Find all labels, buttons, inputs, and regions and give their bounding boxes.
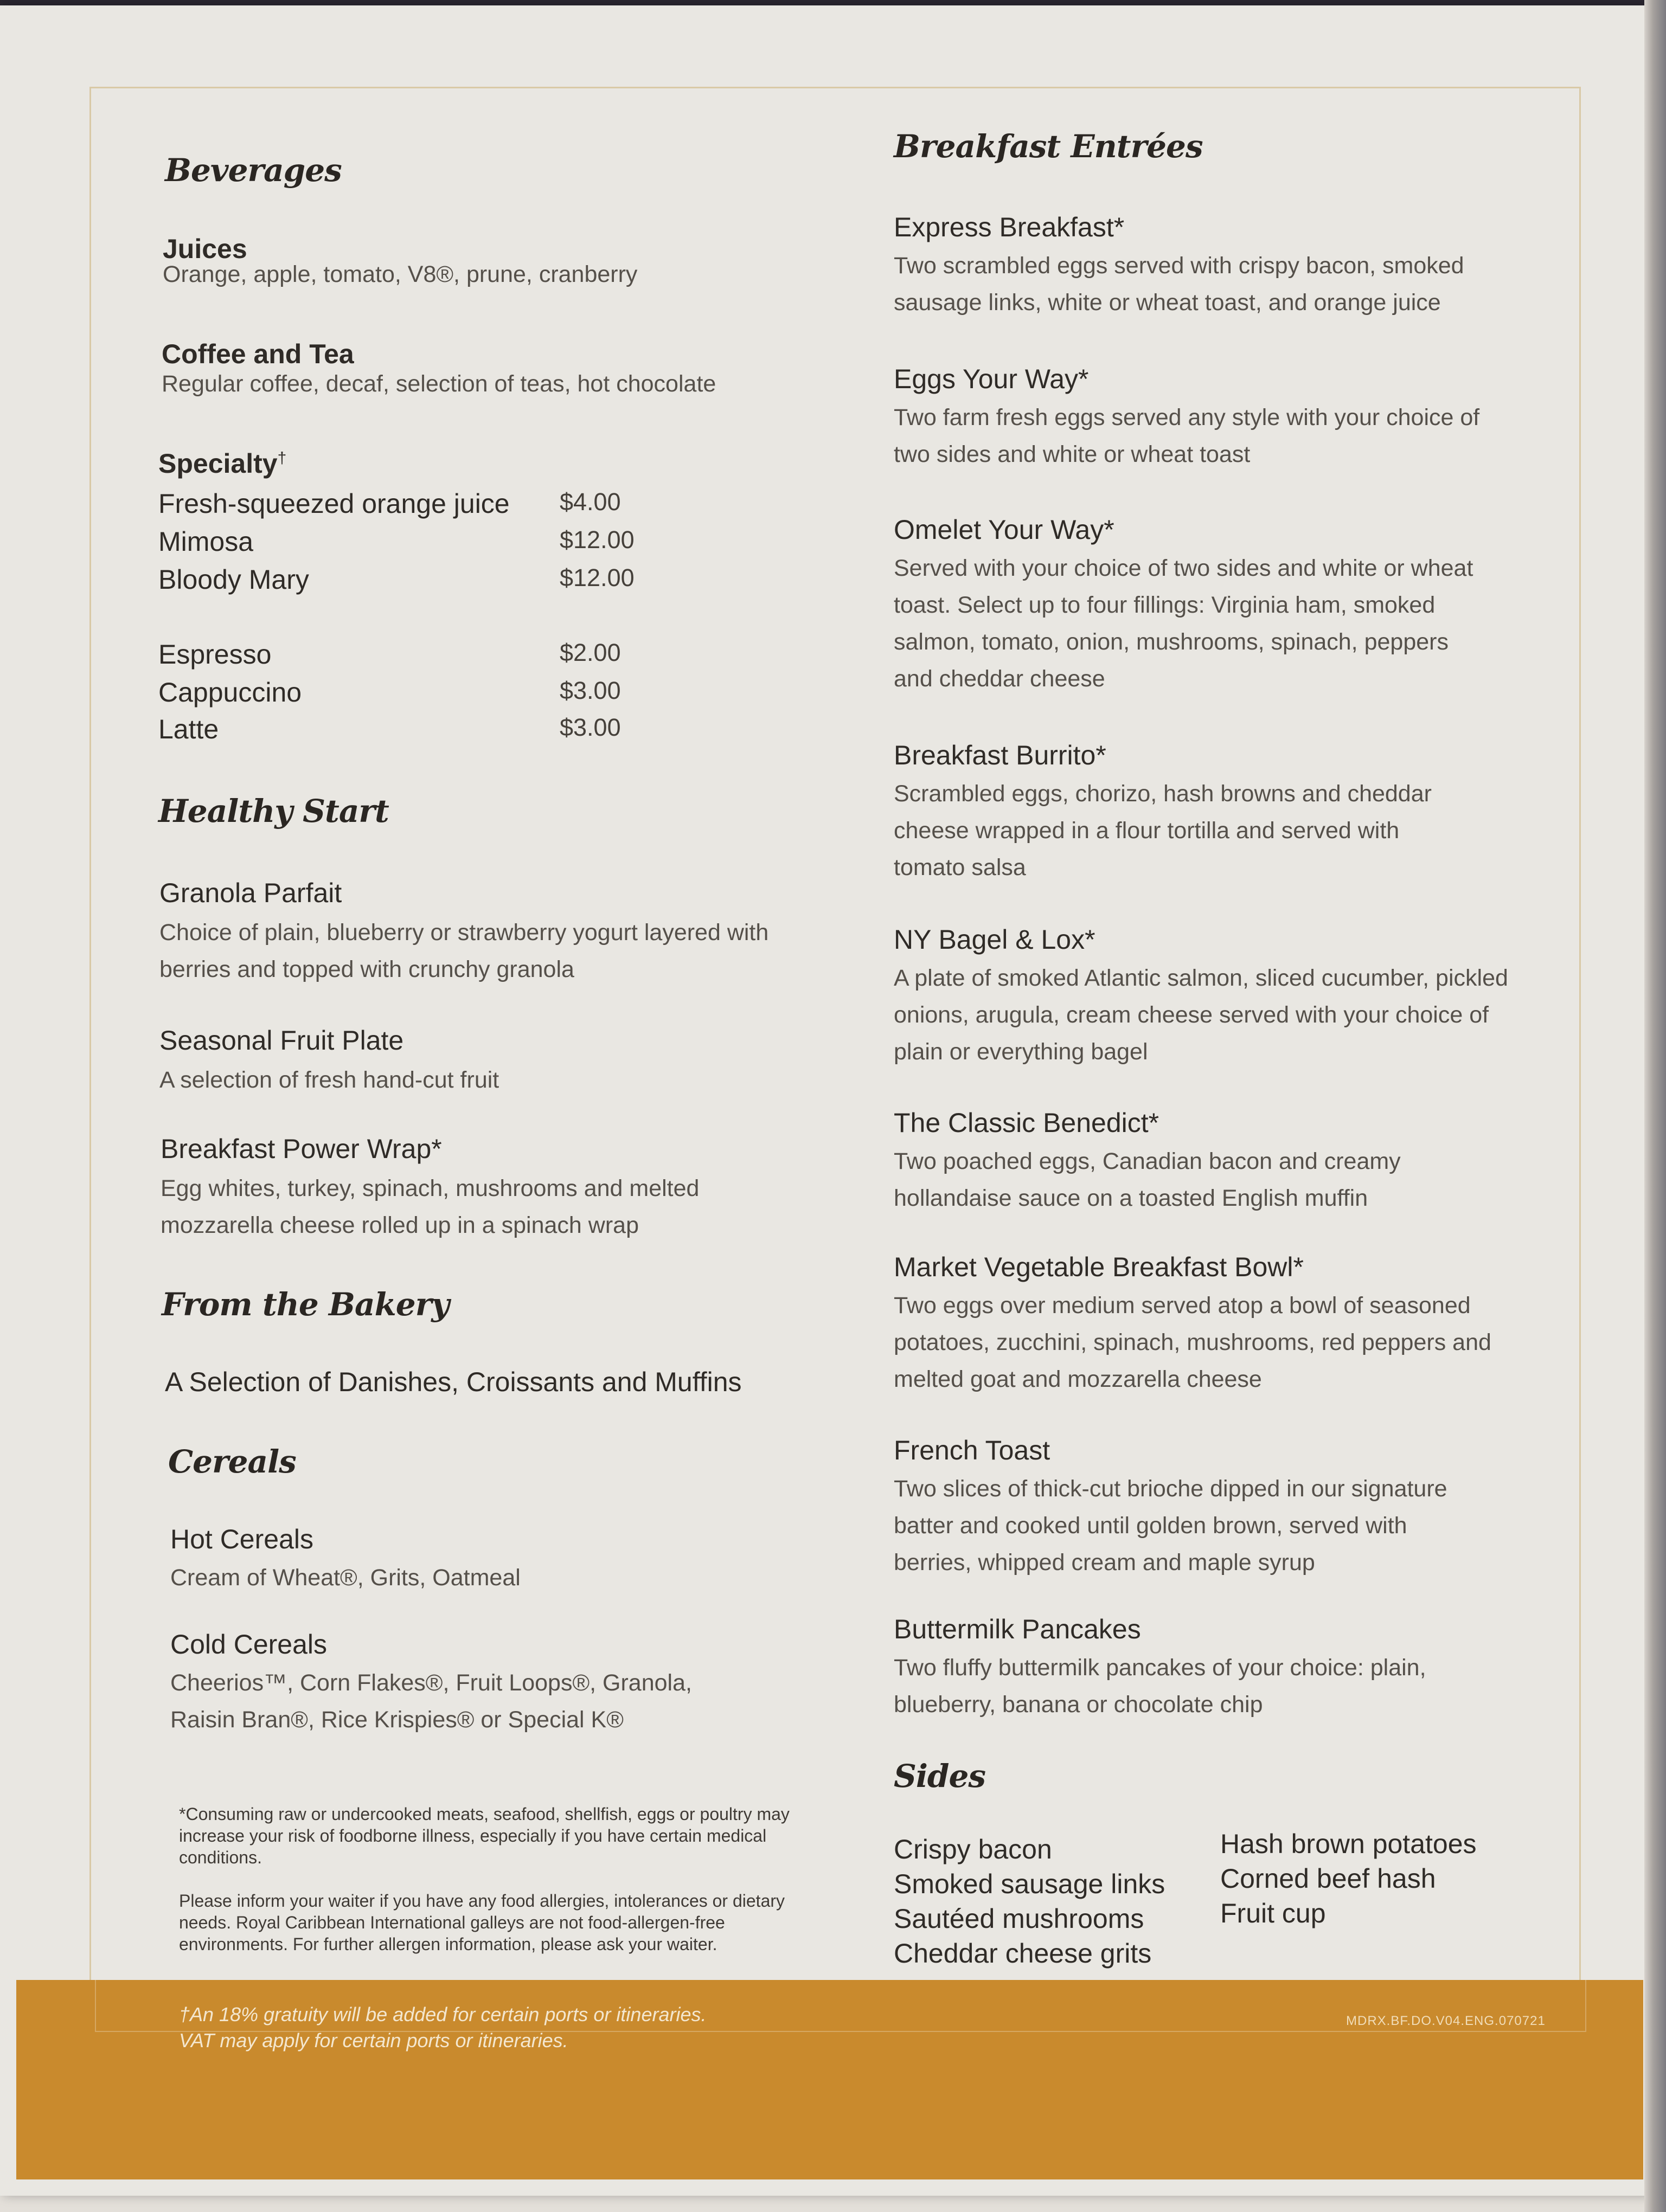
bakery-text: A Selection of Danishes, Croissants and Muffins [165,1367,742,1397]
side-item: Crispy bacon [894,1834,1052,1864]
specialty-item-price: $12.00 [560,526,635,554]
menu-page [0,5,1649,2196]
entree-desc: Two scrambled eggs served with crispy bacon, smoked sausage links, white or wheat toast, and orange juice [894,253,1464,316]
entree-desc: Two fluffy buttermilk pancakes of your choice: plain, blueberry, banana or chocolate chip [894,1655,1426,1718]
item-name-specialty [158,448,286,479]
specialty-row [158,526,701,564]
item-desc: A selection of fresh hand-cut fruit [159,1067,499,1093]
item-name: Breakfast Power Wrap* [161,1134,442,1164]
specialty-item-name: Cappuccino [158,677,302,708]
item-desc-juices: Orange, apple, tomato, V8®, prune, cranberry [163,261,638,287]
entree-desc: Scrambled eggs, chorizo, hash browns and cheddar cheese wrapped in a flour tortilla and served with tomato salsa [894,781,1432,880]
item-desc: Cream of Wheat®, Grits, Oatmeal [170,1565,521,1591]
entree-desc: Served with your choice of two sides and white or wheat toast. Select up to four fillings: Virginia ham, smoked salmon, tomato, onion, mushrooms, spinach, peppers and cheddar cheese [894,555,1473,692]
item-name: Hot Cereals [170,1524,313,1554]
menu-code: MDRX.BF.DO.V04.ENG.070721 [1346,2014,1546,2028]
specialty-row [158,564,701,602]
specialty-item-price: $3.00 [560,713,621,741]
section-title-entrees: Breakfast Entrées [894,128,1203,165]
item-desc: Choice of plain, blueberry or strawberry yogurt layered with berries and topped with crunchy granola [159,919,769,982]
footer-band [16,1980,1643,2179]
side-item: Hash brown potatoes [1220,1829,1477,1859]
entree-name: Omelet Your Way* [894,515,1114,545]
specialty-item-price: $2.00 [560,639,621,666]
item-name-juices: Juices [163,234,247,264]
specialty-item-price: $4.00 [560,488,621,516]
entree-desc: Two farm fresh eggs served any style with your choice of two sides and white or wheat toast [894,404,1480,467]
specialty-row [158,713,701,751]
footnote-consuming: *Consuming raw or undercooked meats, seafood, shellfish, eggs or poultry may increase your risk of foodborne illness, especially if you have certain medical conditions. [179,1804,790,1867]
specialty-item-name: Mimosa [158,526,254,557]
side-item: Fruit cup [1220,1898,1326,1928]
dagger-mark: † [277,449,287,467]
entree-name: French Toast [894,1435,1050,1465]
section-title-sides: Sides [894,1758,986,1795]
entree-name: The Classic Benedict* [894,1108,1159,1138]
specialty-item-price: $12.00 [560,564,635,591]
side-item: Sautéed mushrooms [894,1904,1144,1934]
item-name: Granola Parfait [159,878,342,908]
section-title-cereals: Cereals [168,1443,296,1480]
specialty-item-price: $3.00 [560,677,621,704]
entree-desc: A plate of smoked Atlantic salmon, sliced cucumber, pickled onions, arugula, cream cheese served with your choice of plain or everything bagel [894,965,1508,1065]
side-item: Corned beef hash [1220,1863,1436,1894]
section-title-healthy-start: Healthy Start [158,793,389,829]
item-name: Cold Cereals [170,1629,328,1660]
gratuity-note [179,2002,707,2054]
entree-name: Breakfast Burrito* [894,740,1106,770]
item-desc: Cheerios™, Corn Flakes®, Fruit Loops®, Granola, Raisin Bran®, Rice Krispies® or Special K® [170,1670,692,1733]
item-name-coffee-tea: Coffee and Tea [162,339,354,369]
side-item: Cheddar cheese grits [894,1938,1152,1969]
entree-desc: Two poached eggs, Canadian bacon and creamy hollandaise sauce on a toasted English muffin [894,1148,1401,1211]
specialty-item-name: Espresso [158,639,272,670]
gratuity-note-line1: †An 18% gratuity will be added for certain ports or itineraries. [179,2003,707,2025]
entree-name: Eggs Your Way* [894,364,1089,394]
specialty-row [158,639,701,677]
section-title-bakery: From the Bakery [162,1286,449,1323]
footnote-allergies: Please inform your waiter if you have any food allergies, intolerances or dietary needs. Royal Caribbean International galleys are not food-allergen-free environments. For further allergen information, please ask your waiter. [179,1891,785,1954]
specialty-row [158,677,701,715]
specialty-item-name: Bloody Mary [158,564,309,595]
entree-desc: Two eggs over medium served atop a bowl of seasoned potatoes, zucchini, spinach, mushrooms, red peppers and melted goat and mozzarella cheese [894,1293,1491,1392]
item-desc: Egg whites, turkey, spinach, mushrooms and melted mozzarella cheese rolled up in a spinach wrap [161,1175,700,1238]
entree-desc: Two slices of thick-cut brioche dipped in our signature batter and cooked until golden brown, served with berries, whipped cream and maple syrup [894,1476,1447,1576]
entree-name: Buttermilk Pancakes [894,1614,1141,1644]
specialty-item-name: Fresh-squeezed orange juice [158,488,510,519]
side-item: Smoked sausage links [894,1869,1165,1899]
specialty-label: Specialty [158,448,278,479]
specialty-row [158,488,701,526]
specialty-item-name: Latte [158,714,219,744]
item-name: Seasonal Fruit Plate [159,1025,404,1056]
entree-name: Market Vegetable Breakfast Bowl* [894,1252,1304,1282]
entree-name: Express Breakfast* [894,212,1125,242]
entree-name: NY Bagel & Lox* [894,924,1095,955]
item-desc-coffee-tea: Regular coffee, decaf, selection of teas, hot chocolate [162,371,716,397]
section-title-beverages: Beverages [165,152,342,189]
gratuity-note-line2: VAT may apply for certain ports or itineraries. [179,2029,568,2052]
page-edge-shadow [1644,0,1666,2212]
